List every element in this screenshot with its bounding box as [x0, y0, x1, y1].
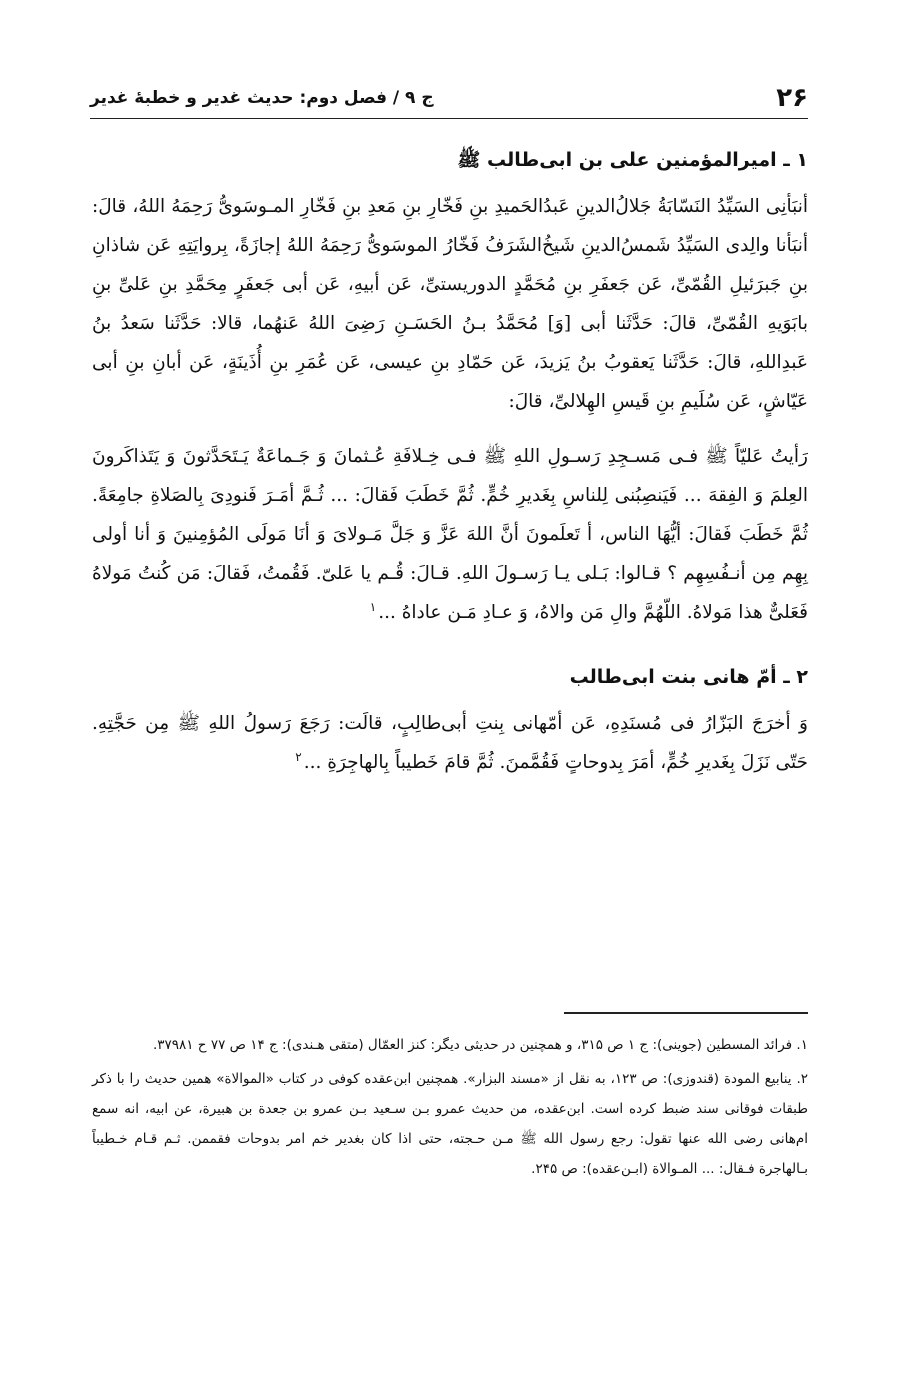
section-umm-hani: [92, 660, 808, 782]
running-header: [90, 78, 808, 119]
footnote-divider: [564, 1012, 808, 1014]
page-number: ۲۶: [776, 83, 808, 113]
section-heading: ۲ ـ أمّ هانی بنت ابی‌طالب: [569, 666, 808, 688]
footnote-2: ۲. ینابیع المودة (قندوزی): ص ۱۲۳، به نقل از «مسند البزار». همچنین ابن‌عقده کوفی در کتاب «الموالاة» همین حدیث را با ذکر طبقات فوقانی سند ضبط کرده است. ابن‌عقده، من حدیث عمرو بـن سـعید بـن عمرو بن جعدة بن هبیرة، عن ابیه، انه سمع ام‌هانی رضی الله عنها تقول: رجع رسول الله ﷺ مـن حـجته، حتی اذا کان بغدیر خم امر بدوحات فقممن. ثـم قـام خـطیباً بـالهاجرة فـقال: ... المـوالاة (ابـن‌عقده): ص ۲۴۵.: [92, 1071, 809, 1177]
main-text: [92, 143, 808, 798]
hadith-text: وَ أخرَجَ البَزّارُ فی مُسنَدِهِ، عَن أمّهانی بِنتِ أبی‌طالِبٍ، قالَت: رَجَعَ رَسولُ اللهِ ﷺ مِن حَجَّتِهِ. حَتّی نَزَلَ بِغَدیرِ خُمٍّ، أمَرَ بِدوحاتٍ فَقُمَّمنَ. ثُمَّ قامَ خَطیباً بِالهاجِرَةِ ...: [92, 713, 808, 773]
footnote-1: ۱. فرائد المسطین (جوینی): ج ۱ ص ۳۱۵، و همچنین در حدیثی دیگر: کنز العمّال (متقی هـندی): ج ۱۴ ص ۷۷ ح ۳۷۹۸۱.: [152, 1037, 808, 1053]
hadith-paragraph: [92, 437, 808, 632]
hadith-text: رَأیتُ عَلیّاً ﷺ فـی مَسـجِدِ رَسـولِ اللهِ ﷺ فـی خِـلافَةِ عُـثمانَ وَ جَـماعَةٌ یَـتَحَدَّثونَ وَ یَتَذاکَرونَ العِلمَ وَ الفِقهَ ... فَیَنصِبُنی لِلناسِ بِغَدیرِ خُمٍّ. ثُمَّ خَطَبَ فَقالَ: ... ثُـمَّ أمَـرَ فَنودِیَ بِالصَلاةِ جامِعَةً. ثُمَّ خَطَبَ فَقالَ: أیُّهَا الناس، أ تَعلَمونَ أنَّ اللهَ عَزَّ وَ جَلَّ مَـولایَ وَ أنَا مَولَی المُؤمِنینَ وَ أنا أولی بِهِم مِن أنـفُسِهِم ؟ قـالوا: بَـلی یـا رَسـولَ اللهِ. قـالَ: قُـم یا عَلیّ. فَقُمتُ، فَقالَ: مَن کُنتُ مَولاهُ فَعَلیٌّ هذا مَولاهُ. اللّهُمَّ والِ مَن والاهُ، وَ عـادِ مَـن عاداهُ ...: [92, 446, 808, 623]
hadith-paragraph: [92, 704, 808, 782]
footnote-reference[interactable]: ۲: [295, 749, 302, 764]
chapter-title: ج ۹ / فصل دوم: حدیث غدیر و خطبهٔ غدیر: [90, 88, 434, 108]
section-heading: ۱ ـ امیرالمؤمنین علی بن ابی‌طالب ﷺ: [457, 149, 808, 171]
isnad-paragraph: أنبَأنِی السَیِّدُ النَسّابَةُ جَلالُ‌الدینِ عَبدُالحَمیدِ بنِ فَخّارِ بنِ مَعدِ بنِ فَخّارِ المـوسَویُّ رَحِمَهُ اللهُ، قالَ: أنبَأنا والِدی السَیِّدُ شَمسُ‌الدینِ شَیخُ‌الشَرَفُ فَخّارُ الموسَویُّ رَحِمَهُ اللهُ إجازَةً، بِروایَتِهِ عَن شاذانِ بنِ جَبرَئیلِ القُمّیِّ، عَن جَعفَرِ بنِ مُحَمَّدٍ الدوریستیِّ، عَن أبیهِ، عَن أبی جَعفَرٍ مِحَمَّدِ بنِ عَلیِّ بنِ بابَوَیهِ القُمّیِّ، قالَ: حَدَّثَنا أبی [وَ] مُحَمَّدُ بـنُ الحَسَـنِ رَضِیَ اللهُ عَنهُما، قالا: حَدَّثَنا سَعدُ بنُ عَبدِاللهِ، قالَ: حَدَّثَنا یَعقوبُ بنُ یَزیدَ، عَن حَمّادِ بنِ عیسی، عَن عُمَرِ بنِ أُذَینَةٍ، عَن أبانِ بنِ أبی عَیّاشٍ، عَن سُلَیمِ بنِ قَیسِ الهِلالیِّ، قالَ:: [92, 196, 808, 412]
footnotes: [92, 1030, 808, 1188]
footnote-reference[interactable]: ۱: [369, 599, 377, 614]
section-ali: [92, 143, 808, 632]
